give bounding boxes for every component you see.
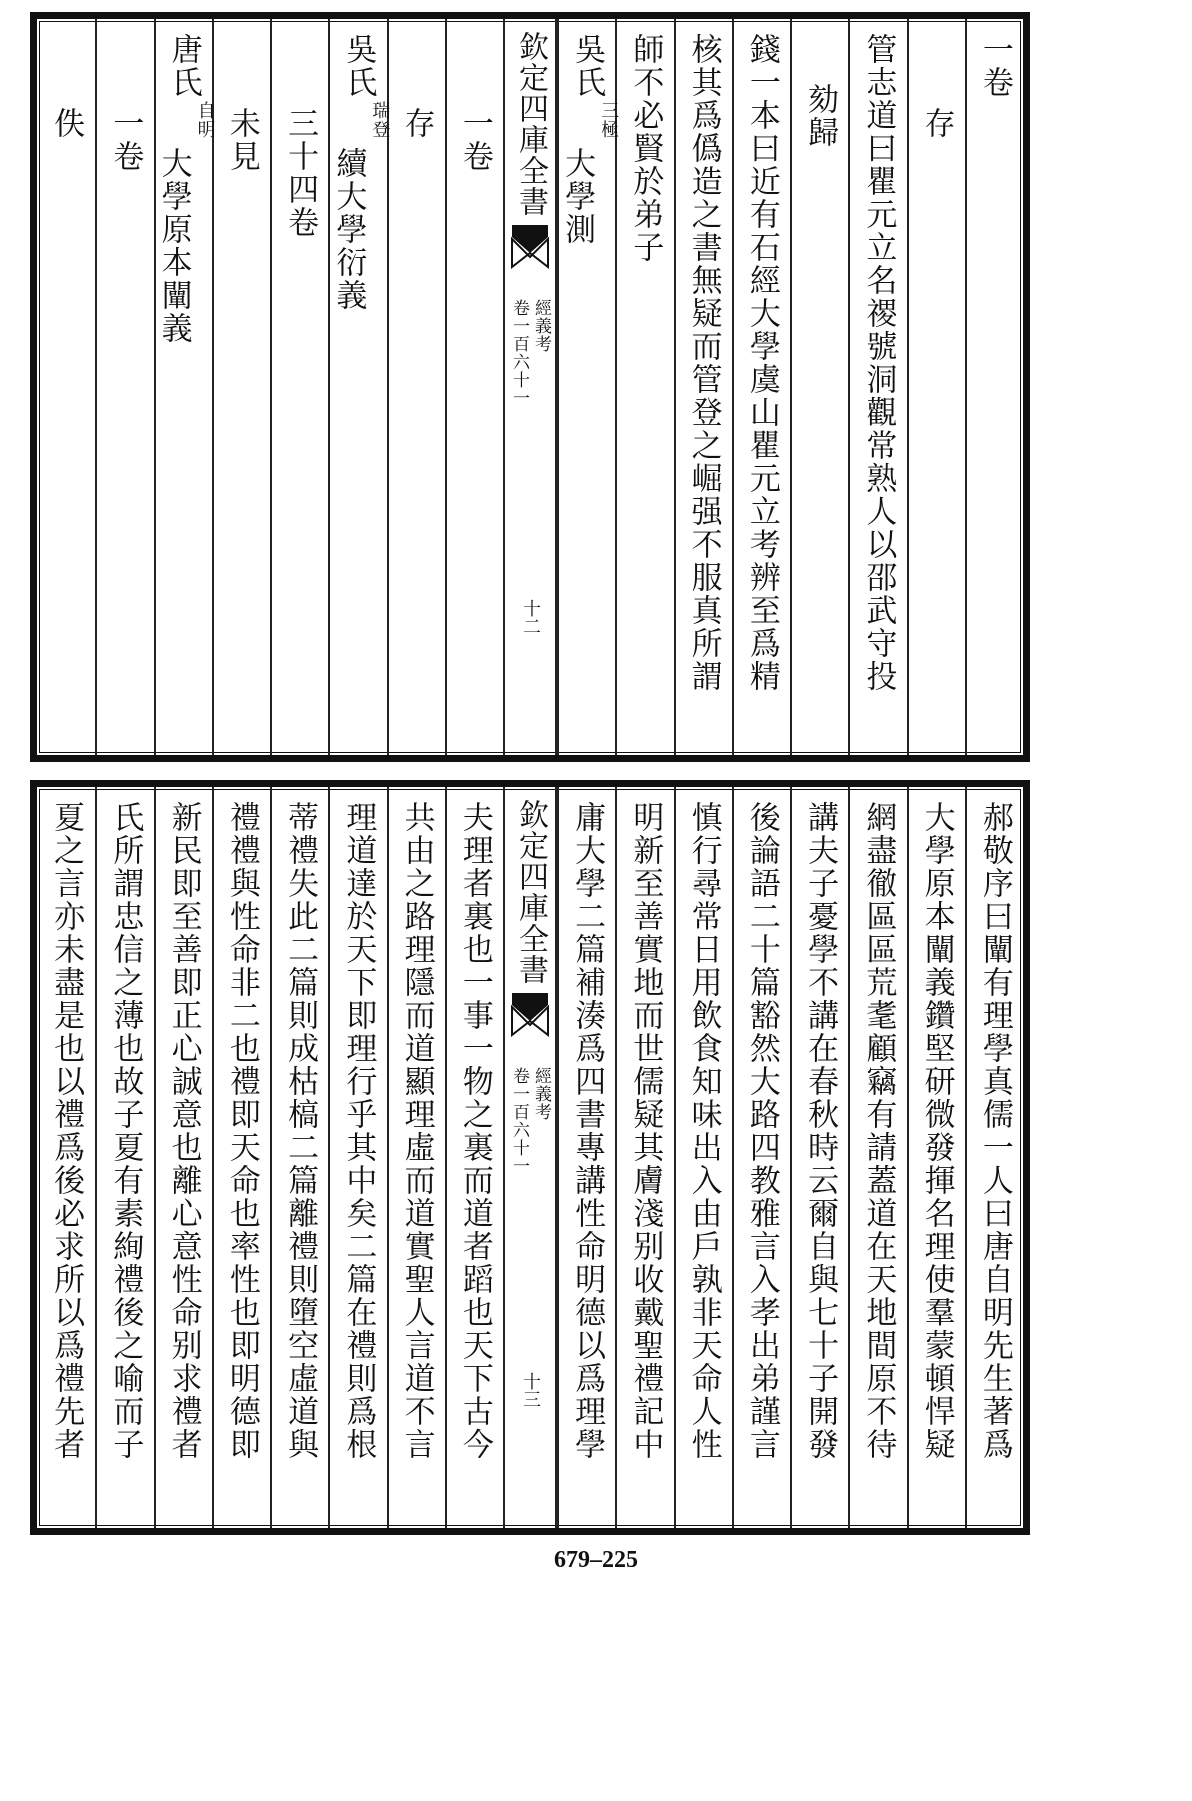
- top-page: [30, 12, 1030, 762]
- book-name: 續大學衍義: [330, 147, 367, 312]
- text-column: [615, 19, 673, 755]
- author-surname: 唐氏: [165, 33, 202, 99]
- text-column: [37, 787, 95, 1528]
- column-text: 劾歸: [802, 83, 839, 149]
- author-name-note: 自明: [194, 101, 216, 139]
- column-text: 蒂禮失此二篇則成枯槁二篇離禮則墮空虛道與: [282, 801, 319, 1461]
- text-column: [95, 19, 153, 755]
- text-column: [270, 19, 328, 755]
- work-title: 經義考: [531, 1067, 551, 1121]
- text-column: [445, 19, 503, 755]
- book-name: 大學原本闡義: [155, 147, 192, 345]
- text-column: [387, 19, 445, 755]
- column-text: 氏所謂忠信之薄也故子夏有素絢禮後之喻而子: [107, 801, 144, 1461]
- column-text: 網盡徹區區荒耄顧竊有請蓋道在天地間原不待: [860, 801, 897, 1461]
- text-column: [387, 787, 445, 1528]
- entry-heading: [336, 33, 380, 99]
- column-text: 共由之路理隱而道顯理虛而道實聖人言道不言: [398, 801, 435, 1461]
- column-text: 存: [398, 107, 435, 140]
- center-column: [503, 787, 557, 1528]
- column-text: 夫理者裏也一事一物之裏而道者蹈也天下古今: [456, 801, 493, 1461]
- text-column: [674, 787, 732, 1528]
- text-column: [848, 787, 906, 1528]
- column-text: 師不必賢於弟子: [627, 33, 664, 264]
- volume-number: 卷一百六十一: [509, 299, 529, 407]
- text-column: [154, 787, 212, 1528]
- volume-label: [509, 1067, 551, 1175]
- text-column: [154, 19, 216, 755]
- folio-number: 十二: [520, 599, 541, 635]
- column-text: 後論語二十篇豁然大路四教雅言入孝出弟謹言: [743, 801, 780, 1461]
- column-text: 一卷: [456, 107, 493, 173]
- text-column: [445, 787, 503, 1528]
- text-column: [965, 19, 1023, 755]
- author-surname: 吳氏: [569, 33, 606, 99]
- text-column: [732, 787, 790, 1528]
- page-number: 679–225: [554, 1547, 638, 1573]
- author-given-name: [152, 101, 216, 345]
- text-column: [212, 787, 270, 1528]
- text-column: [907, 19, 965, 755]
- text-column: [212, 19, 270, 755]
- text-column: [848, 19, 906, 755]
- volume-number: 卷一百六十一: [509, 1067, 529, 1175]
- column-text: 核其爲僞造之書無疑而管登之崛强不服真所謂: [685, 33, 722, 693]
- column-text: 禮禮與性命非二也禮即天命也率性也即明德即: [223, 801, 260, 1461]
- column-text: 大學原本闡義鑽堅研微發揮名理使羣蒙頓悍疑: [918, 801, 955, 1461]
- text-column: [37, 19, 95, 755]
- column-text: 管志道曰瞿元立名禝號洞觀常熟人以邵武守投: [860, 33, 897, 693]
- center-column: [503, 19, 557, 755]
- author-name-note: 瑞登: [369, 101, 391, 139]
- text-column: [615, 787, 673, 1528]
- book-title: 欽定四庫全書: [513, 31, 548, 217]
- column-text: 錢一本曰近有石經大學虞山瞿元立考辨至爲精: [743, 33, 780, 693]
- text-column: [328, 787, 386, 1528]
- entry-heading: [565, 33, 609, 99]
- column-text: 慎行尋常日用飲食知味出入由戶孰非天命人性: [685, 801, 722, 1461]
- book-name: 大學測: [559, 147, 596, 246]
- column-text: 郝敬序曰闡有理學真儒一人曰唐自明先生著爲: [976, 801, 1013, 1461]
- author-surname: 吳氏: [340, 33, 377, 99]
- fishtail-mark-icon: [510, 223, 550, 269]
- column-text: 夏之言亦未盡是也以禮爲後必求所以爲禮先者: [48, 801, 85, 1461]
- column-text: 理道達於天下即理行乎其中矣二篇在禮則爲根: [340, 801, 377, 1461]
- column-text: 新民即至善即正心誠意也離心意性命别求禮者: [165, 801, 202, 1461]
- column-text: 庸大學二篇補湊爲四書專講性命明德以爲理學: [569, 801, 606, 1461]
- column-text: 佚: [48, 107, 85, 140]
- author-given-name: [326, 101, 390, 312]
- volume-label: [509, 299, 551, 407]
- entry-heading: [162, 33, 206, 99]
- book-title: 欽定四庫全書: [513, 799, 548, 985]
- column-text: 明新至善實地而世儒疑其膚淺别收戴聖禮記中: [627, 801, 664, 1461]
- column-text: 一卷: [107, 107, 144, 173]
- text-column: [674, 19, 732, 755]
- text-column: [965, 787, 1023, 1528]
- text-column: [790, 19, 848, 755]
- text-column: [907, 787, 965, 1528]
- author-given-name: [555, 101, 619, 246]
- column-text: 三十四卷: [282, 107, 319, 239]
- work-title: 經義考: [531, 299, 551, 353]
- column-text: 未見: [223, 107, 260, 173]
- text-column: [557, 19, 620, 755]
- column-text: 講夫子憂學不講在春秋時云爾自與七十子開發: [802, 801, 839, 1461]
- folio-number: 十三: [520, 1372, 541, 1408]
- fishtail-mark-icon: [510, 991, 550, 1037]
- text-column: [790, 787, 848, 1528]
- text-column: [732, 19, 790, 755]
- text-column: [270, 787, 328, 1528]
- bottom-page: [30, 780, 1030, 1535]
- text-column: [95, 787, 153, 1528]
- column-text: 存: [918, 107, 955, 140]
- author-name-note: 三極: [598, 101, 620, 139]
- column-text: 一卷: [976, 33, 1013, 99]
- text-column: [557, 787, 615, 1528]
- text-column: [328, 19, 391, 755]
